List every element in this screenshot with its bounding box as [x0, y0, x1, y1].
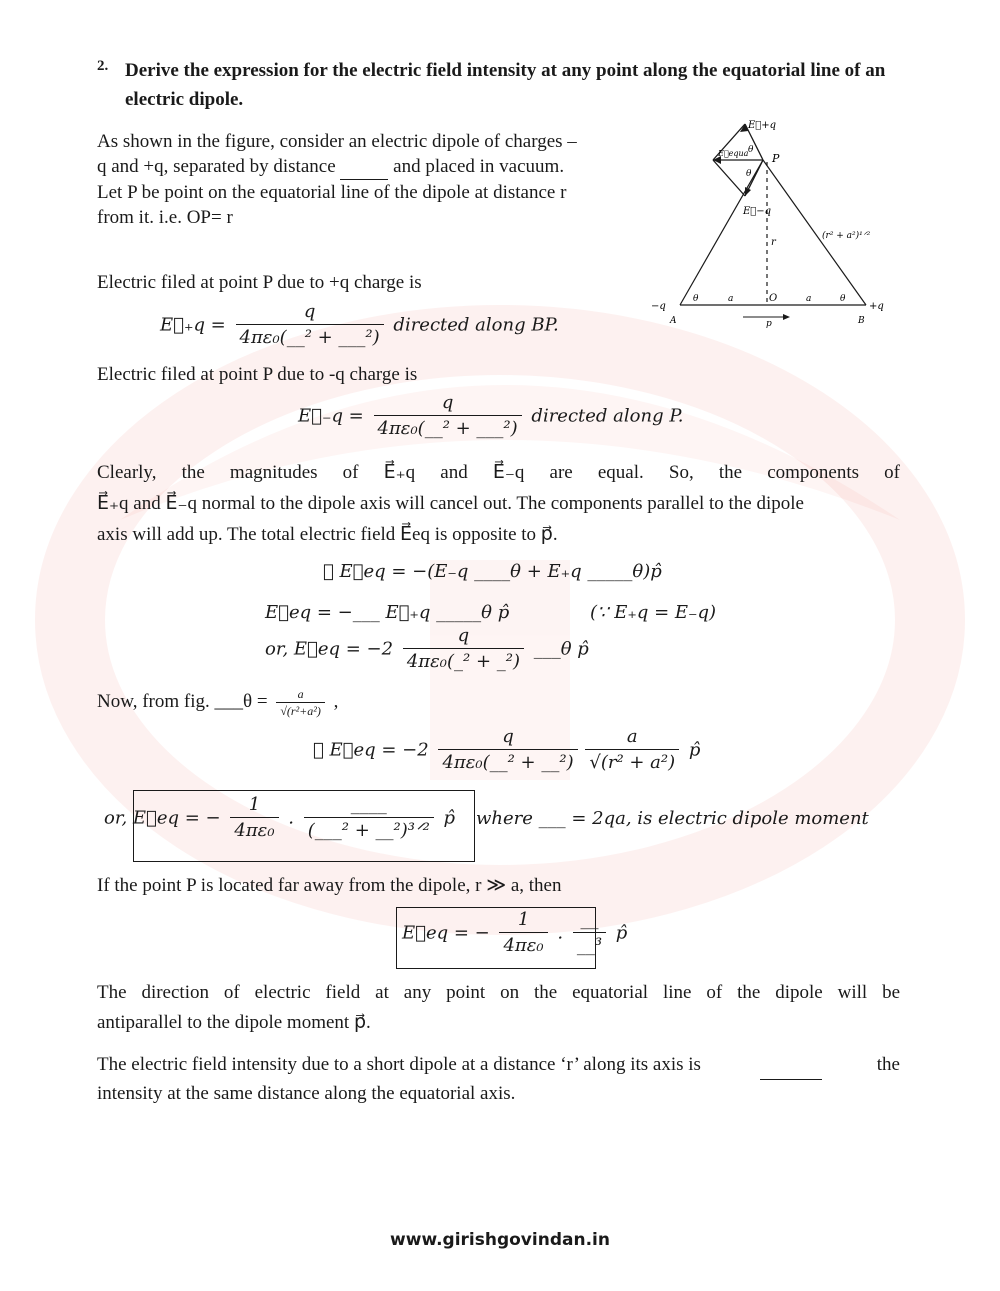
label-theta-a: θ [693, 294, 699, 304]
label-a-right: a [806, 294, 812, 304]
intro-line-1: As shown in the figure, consider an electric dipole of charges – [97, 131, 577, 152]
dipole-figure [648, 110, 898, 335]
label-e-equa: E⃗equa [718, 149, 749, 158]
intro-line-2: q and +q, separated by distance and placed in vacuum. [97, 154, 642, 180]
label-theta-top: θ [748, 145, 754, 155]
field-minus-intro: Electric filed at point P due to -q charge is [97, 364, 418, 385]
closing-paragraph: The electric field intensity due to a short dipole at a distance ‘r’ along its axis is the intensity at the same distance along the equatorial axis. [97, 1051, 900, 1108]
label-r: r [771, 237, 776, 248]
boxed-2-fraction-1: $\frac{1}{\text{4πε₀}}$ [499, 908, 547, 959]
label-o-point: O [769, 293, 778, 304]
label-hypotenuse: (r² + a²)¹ᐟ² [822, 231, 871, 241]
equation-2-reason: (∵ E₊q = E₋q) [590, 602, 717, 623]
label-plus-q: +q [869, 301, 884, 312]
equation-3-fraction: $\frac{q}{\text{4πε₀(\_² + \_²)}}$ [403, 624, 524, 675]
closing-line-1: The electric field intensity due to a short dipole at a distance ‘r’ along its axis is the [97, 1051, 900, 1080]
label-b-point: B [858, 316, 865, 326]
boxed-1-fraction-2: $\frac{\_\_\_\_}{\text{(\_\_\_² + \_\_²)³ᐟ²}}$ [304, 793, 434, 844]
field-minus-fraction: $\frac{q}{\text{4πε₀(\_\_² + \_\_\_²)}}$ [374, 391, 522, 442]
field-minus-equation: E⃗₋q = $\frac{q}{\text{4πε₀(\_\_² + \_\_\_²)}}$ directed along P. [298, 391, 684, 442]
boxed-result-2: E⃗eq = − $\frac{1}{\text{4πε₀}}$ . $\frac{\_\_}{\text{\_\_³}}$ p̂ [402, 908, 627, 959]
label-e-minus-q: E⃗−q [743, 206, 772, 217]
equation-4-fraction-2: $\frac{a}{\text{√(r² + a²)}}$ [585, 725, 679, 776]
dipole-moment-note: where ___ = 2qa, is electric dipole moment [476, 808, 869, 829]
boxed-2-fraction-2: $\frac{\_\_}{\text{\_\_³}}$ [573, 908, 606, 959]
label-theta-b: θ [840, 294, 846, 304]
field-plus-fraction: $\frac{q}{\text{4πε₀(\_\_² + \_\_\_²)}}$ [236, 300, 384, 351]
cos-theta-fraction: $\frac{a}{\text{√(r²+a²)}}$ [276, 686, 325, 719]
components-paragraph: Clearly, the magnitudes of E⃗₊q and E⃗₋q are equal. So, the components of E⃗₊q and E⃗₋q normal to the dipole axis will cancel out. The components parallel to the dipole axis will add up. The total electric field E⃗eq is opposite to p⃗. [97, 462, 900, 545]
question-number: 2. [97, 58, 109, 74]
label-a-left: a [728, 294, 734, 304]
boxed-1-fraction-1: $\frac{1}{\text{4πε₀}}$ [230, 793, 278, 844]
equation-3: or, E⃗eq = −2 $\frac{q}{\text{4πε₀(\_² + \_²)}}$ ___θ p̂ [265, 624, 589, 675]
question-title: Derive the expression for the electric field intensity at any point along the equatorial line of an electric dipole. [125, 60, 886, 110]
direction-paragraph: The direction of electric field at any point on the equatorial line of the dipole will be antiparallel to the dipole moment p⃗. [97, 982, 900, 1033]
label-minus-q: −q [651, 301, 666, 312]
equation-4: ∴ E⃗eq = −2 $\frac{q}{\text{4πε₀(\_\_² + \_\_²)}}$ $\frac{a}{\text{√(r² + a²)}}$ p̂ [313, 725, 700, 776]
label-theta-bottom: θ [746, 169, 752, 179]
far-away-line: If the point P is located far away from the dipole, r ≫ a, then [97, 875, 562, 896]
blank-distance [340, 154, 388, 180]
equation-4-fraction-1: $\frac{q}{\text{4πε₀(\_\_² + \_\_²)}}$ [438, 725, 577, 776]
label-e-plus-q: E⃗+q [748, 120, 777, 131]
label-dipole-p: p [766, 319, 772, 329]
field-plus-intro: Electric filed at point P due to +q charge is [97, 272, 422, 293]
intro-line-3: Let P be point on the equatorial line of the dipole at distance r [97, 182, 567, 203]
from-figure-line: Now, from fig. ___θ = $\frac{a}{\text{√(r²+a²)}}$ , [97, 687, 339, 718]
field-plus-equation: E⃗₊q = $\frac{q}{\text{4πε₀(\_\_² + \_\_\_²)}}$ directed along BP. [160, 300, 559, 351]
equation-1: ∴ E⃗eq = −(E₋q ____θ + E₊q _____θ)p̂ [323, 561, 662, 582]
blank-ratio [760, 1051, 822, 1080]
intro-paragraph [97, 129, 642, 230]
intro-line-4: from it. i.e. OP= r [97, 207, 233, 228]
boxed-result-1: or, E⃗eq = − $\frac{1}{\text{4πε₀}}$ . $\frac{\_\_\_\_}{\text{(\_\_\_² + \_\_²)³ᐟ²}}$ p̂ [104, 793, 455, 844]
equation-2: E⃗eq = −___ E⃗₊q _____θ p̂ [265, 602, 510, 623]
footer-website: www.girishgovindan.in [390, 1230, 610, 1250]
label-a-point: A [670, 316, 677, 326]
label-p-point: P [772, 152, 780, 165]
